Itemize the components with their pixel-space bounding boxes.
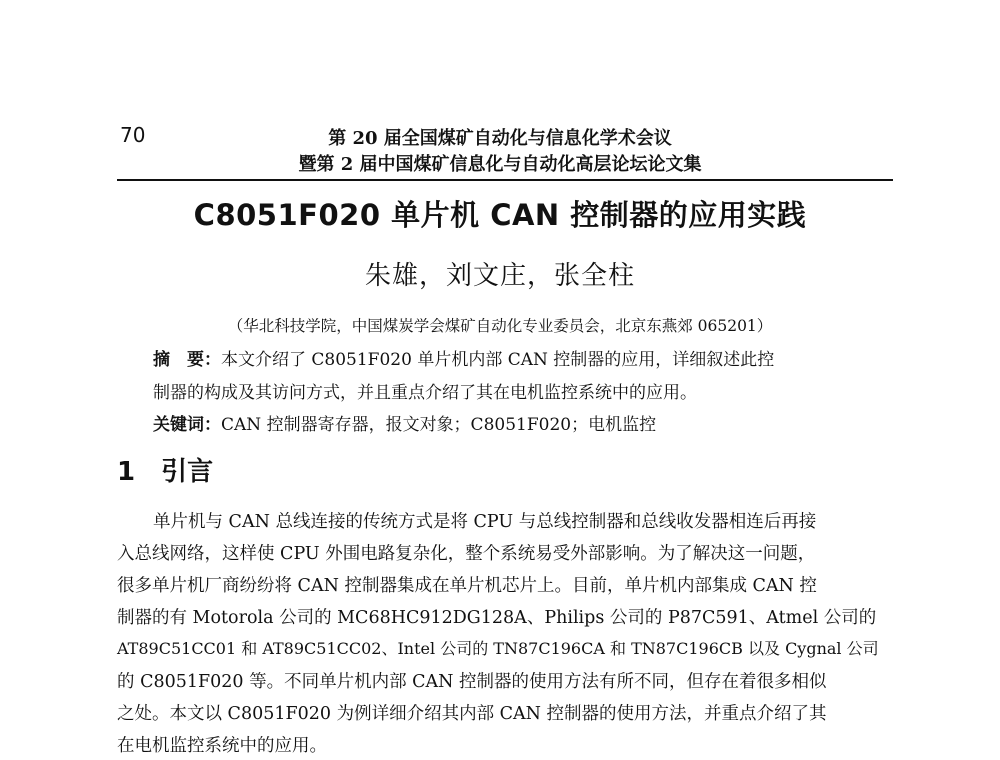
abstract-line-2: 制器的构成及其访问方式，并且重点介绍了其在电机监控系统中的应用。 — [153, 383, 697, 403]
page-number: 70 — [120, 123, 146, 147]
body-line: 制器的有 Motorola 公司的 MC68HC912DG128A、Philips 公司的 P87C591、Atmel 公司的 — [117, 608, 877, 628]
authors: 朱雄，刘文庄，张全柱 — [364, 261, 635, 291]
conference-title-line1: 第 20 届全国煤矿自动化与信息化学术会议 — [328, 128, 672, 149]
section-heading — [117, 451, 213, 488]
abstract-line-1 — [153, 345, 774, 370]
body-line: 在电机监控系统中的应用。 — [117, 736, 327, 756]
keywords-label: 关键词： — [153, 415, 221, 435]
conference-title-line2: 暨第 2 届中国煤矿信息化与自动化高层论坛论文集 — [298, 154, 702, 175]
body-line: 之处。本文以 C8051F020 为例详细介绍其内部 CAN 控制器的使用方法，并重点介绍了其 — [117, 704, 827, 724]
keywords-text: CAN 控制器寄存器，报文对象；C8051F020；电机监控 — [221, 415, 657, 435]
body-line: 单片机与 CAN 总线连接的传统方式是将 CPU 与总线控制器和总线收发器相连后再接 — [153, 512, 817, 532]
body-line: 入总线网络，这样使 CPU 外围电路复杂化，整个系统易受外部影响。为了解决这一问题， — [117, 544, 816, 564]
body-line: AT89C51CC01 和 AT89C51CC02、Intel 公司的 TN87C196CA 和 TN87C196CB 以及 Cygnal 公司 — [117, 639, 879, 658]
header-rule — [117, 179, 893, 181]
body-line: 的 C8051F020 等。不同单片机内部 CAN 控制器的使用方法有所不同，但存在着很多相似 — [117, 672, 827, 692]
affiliation: （华北科技学院，中国煤炭学会煤矿自动化专业委员会，北京东燕郊 065201） — [227, 317, 773, 335]
abstract-text-1: 本文介绍了 C8051F020 单片机内部 CAN 控制器的应用，详细叙述此控 — [221, 350, 775, 370]
paper-title: C8051F020 单片机 CAN 控制器的应用实践 — [193, 198, 807, 232]
body-line: 很多单片机厂商纷纷将 CAN 控制器集成在单片机芯片上。目前，单片机内部集成 CAN 控 — [117, 576, 817, 596]
section-title: 引言 — [161, 457, 214, 487]
abstract-label: 摘 要： — [153, 350, 221, 370]
keywords-line — [153, 410, 656, 435]
section-number: 1 — [117, 457, 136, 487]
